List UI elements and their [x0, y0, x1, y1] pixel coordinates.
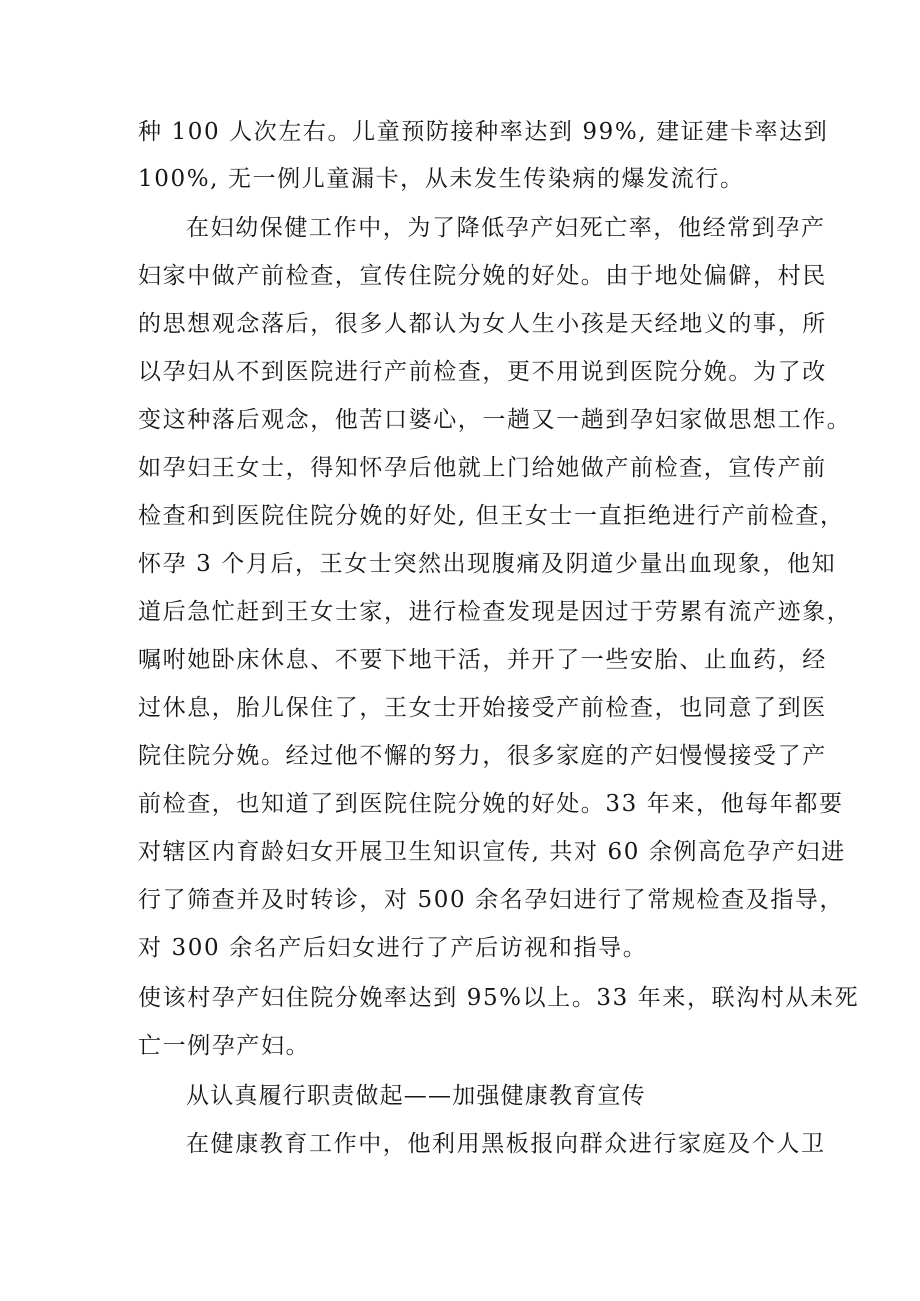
body-text-line: 100%, 无一例儿童漏卡，从未发生传染病的爆发流行。 [138, 166, 745, 192]
body-text-line: 道后急忙赶到王女士家，进行检查发现是因过于劳累有流产迹象， [138, 599, 852, 625]
body-text-line: 以孕妇从不到医院进行产前检查，更不用说到医院分娩。为了改 [138, 359, 827, 385]
body-text-line: 变这种落后观念，他苦口婆心，一趟又一趟到孕妇家做思想工作。 [138, 407, 852, 433]
body-text-line: 对 300 余名产后妇女进行了产后访视和指导。 [138, 935, 648, 961]
body-text-line: 妇家中做产前检查，宣传住院分娩的好处。由于地处偏僻，村民 [138, 263, 827, 289]
body-text-line: 院住院分娩。经过他不懈的努力，很多家庭的产妇慢慢接受了产 [138, 743, 827, 769]
body-text-line: 对辖区内育龄妇女开展卫生知识宣传, 共对 60 余例高危孕产妇进 [138, 839, 846, 865]
section-heading: 从认真履行职责做起——加强健康教育宣传 [186, 1083, 646, 1109]
body-text-line: 种 100 人次左右。儿童预防接种率达到 99%, 建证建卡率达到 [138, 119, 829, 145]
body-text-line: 前检查，也知道了到医院住院分娩的好处。33 年来，他每年都要 [138, 791, 844, 817]
body-text-line: 怀孕 3 个月后，王女士突然出现腹痛及阴道少量出血现象，他知 [138, 551, 837, 577]
body-text-line: 如孕妇王女士，得知怀孕后他就上门给她做产前检查，宣传产前 [138, 455, 827, 481]
body-text-line: 使该村孕产妇住院分娩率达到 95%以上。33 年来，联沟村从未死 [138, 985, 860, 1011]
body-text-line: 检查和到医院住院分娩的好处, 但王女士一直拒绝进行产前检查， [138, 503, 845, 529]
body-text-line: 亡一例孕产妇。 [138, 1033, 311, 1059]
body-text-line: 的思想观念落后，很多人都认为女人生小孩是天经地义的事，所 [138, 311, 827, 337]
body-text-line: 在健康教育工作中，他利用黑板报向群众进行家庭及个人卫 [186, 1131, 826, 1157]
body-text-line: 嘱咐她卧床休息、不要下地干活，并开了一些安胎、止血药，经 [138, 647, 827, 673]
body-text-line: 过休息，胎儿保住了，王女士开始接受产前检查，也同意了到医 [138, 695, 827, 721]
body-text-line: 在妇幼保健工作中，为了降低孕产妇死亡率，他经常到孕产 [186, 215, 826, 241]
body-text-line: 行了筛查并及时转诊，对 500 余名孕妇进行了常规检查及指导， [138, 887, 845, 913]
